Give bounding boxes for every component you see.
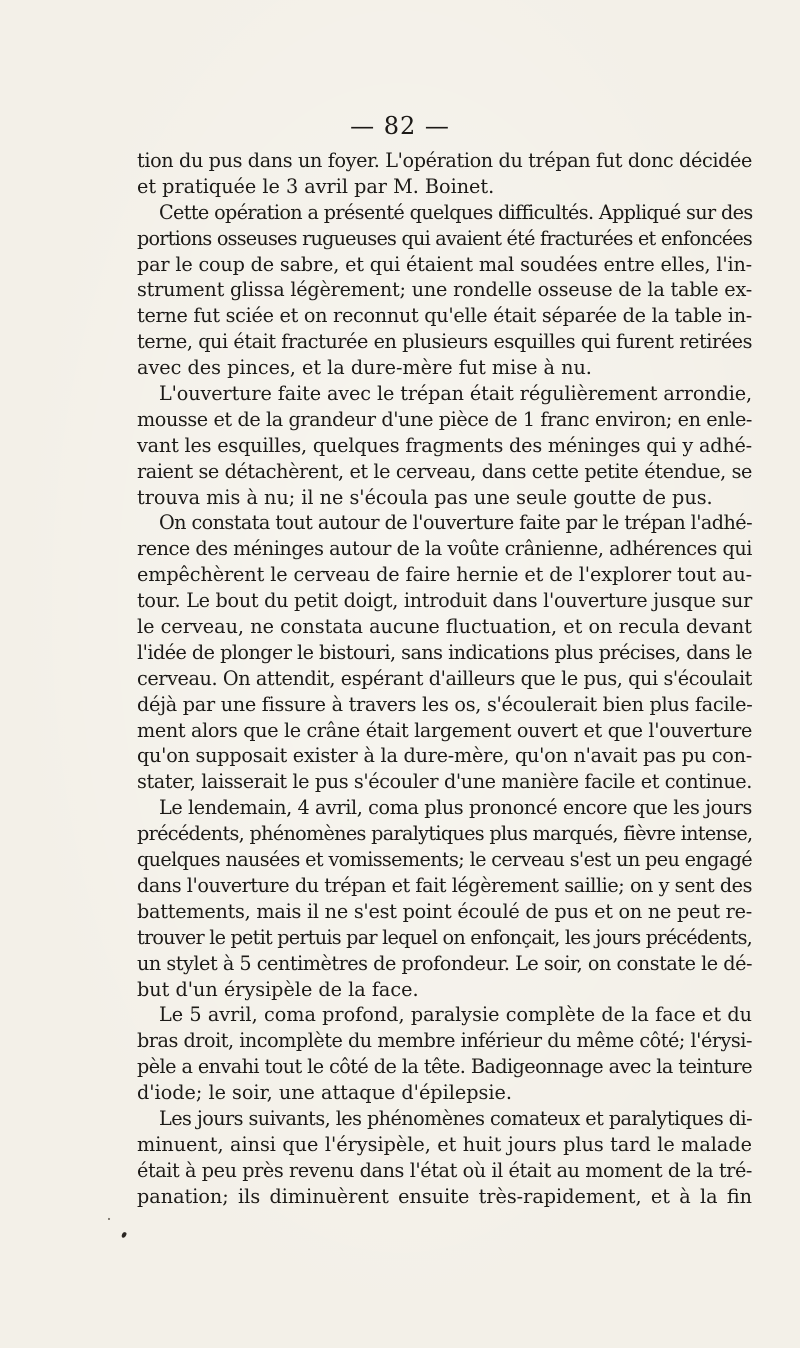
text-line: strument glissa légèrement; une rondelle osseuse de la table ex- — [137, 278, 752, 302]
text-line: bras droit, incomplète du membre inférieur du même côté; l'érysi- — [137, 1029, 752, 1053]
text-line: était à peu près revenu dans l'état où il était au moment de la tré- — [137, 1158, 752, 1182]
text-line: tour. Le bout du petit doigt, introduit dans l'ouverture jusque sur — [137, 589, 752, 613]
text-line: et pratiquée le 3 avril par M. Boinet. — [137, 174, 495, 198]
text-line: un stylet à 5 centimètres de profondeur. Le soir, on constate le dé- — [137, 951, 752, 975]
text-line: panation; ils diminuèrent ensuite très-rapidement, et à la fin — [137, 1184, 752, 1208]
text-line: avec des pinces, et la dure-mère fut mise à nu. — [137, 356, 592, 380]
text-line: Le 5 avril, coma profond, paralysie complète de la face et du — [159, 1003, 752, 1027]
text-line: battements, mais il ne s'est point écoulé de pus et on ne peut re- — [137, 899, 752, 923]
text-line: raient se détachèrent, et le cerveau, dans cette petite étendue, se — [137, 459, 752, 483]
text-line: mousse et de la grandeur d'une pièce de 1 franc environ; en enle- — [137, 407, 752, 431]
text-line: par le coup de sabre, et qui étaient mal soudées entre elles, l'in- — [137, 252, 752, 276]
text-line: qu'on supposait exister à la dure-mère, qu'on n'avait pas pu con- — [137, 744, 752, 768]
text-line: terne fut sciée et on reconnut qu'elle était séparée de la table in- — [137, 304, 752, 328]
text-line: Le lendemain, 4 avril, coma plus prononcé encore que les jours — [159, 796, 752, 820]
text-line: ment alors que le crâne était largement ouvert et que l'ouverture — [137, 718, 752, 742]
text-line: dans l'ouverture du trépan et fait légèrement saillie; on y sent des — [137, 873, 752, 897]
text-line: quelques nausées et vomissements; le cerveau s'est un peu engagé — [137, 848, 752, 872]
text-line: pèle a envahi tout le côté de la tête. Badigeonnage avec la teinture — [137, 1055, 752, 1079]
text-line: stater, laisserait le pus s'écouler d'une manière facile et continue. — [137, 770, 752, 794]
body-text — [137, 148, 752, 1210]
text-line: l'idée de plonger le bistouri, sans indications plus précises, dans le — [137, 640, 752, 664]
text-line: le cerveau, ne constata aucune fluctuation, et on recula devant — [137, 615, 752, 639]
text-line: trouver le petit pertuis par lequel on enfonçait, les jours précédents, — [137, 925, 752, 949]
text-line: empêchèrent le cerveau de faire hernie et de l'explorer tout au- — [137, 563, 752, 587]
text-line: terne, qui était fracturée en plusieurs esquilles qui furent retirées — [137, 330, 752, 354]
text-line: minuent, ainsi que l'érysipèle, et huit jours plus tard le malade — [137, 1132, 752, 1156]
text-line: trouva mis à nu; il ne s'écoula pas une seule goutte de pus. — [137, 485, 713, 509]
text-line: portions osseuses rugueuses qui avaient été fracturées et enfoncées — [137, 226, 752, 250]
text-line: Cette opération a présenté quelques difficultés. Appliqué sur des — [159, 200, 753, 224]
text-line: rence des méninges autour de la voûte crânienne, adhérences qui — [137, 537, 752, 561]
text-line: On constata tout autour de l'ouverture faite par le trépan l'adhé- — [159, 511, 752, 535]
text-line: cerveau. On attendit, espérant d'ailleurs que le pus, qui s'écoulait — [137, 666, 752, 690]
text-line: d'iode; le soir, une attaque d'épilepsie. — [137, 1081, 512, 1105]
text-line: vant les esquilles, quelques fragments des méninges qui y adhé- — [137, 433, 752, 457]
text-line: tion du pus dans un foyer. L'opération du trépan fut donc décidée — [137, 149, 752, 172]
text-line: déjà par une fissure à travers les os, s'écoulerait bien plus facile- — [137, 692, 753, 716]
ink-speck — [121, 1231, 127, 1238]
page-number: — 82 — — [350, 112, 450, 140]
ink-dot — [108, 1218, 111, 1221]
text-line: précédents, phénomènes paralytiques plus marqués, fièvre intense, — [137, 822, 753, 846]
text-line: but d'un érysipèle de la face. — [137, 977, 419, 1001]
text-line: L'ouverture faite avec le trépan était régulièrement arrondie, — [159, 382, 752, 406]
text-line: Les jours suivants, les phénomènes comateux et paralytiques di- — [159, 1106, 752, 1130]
